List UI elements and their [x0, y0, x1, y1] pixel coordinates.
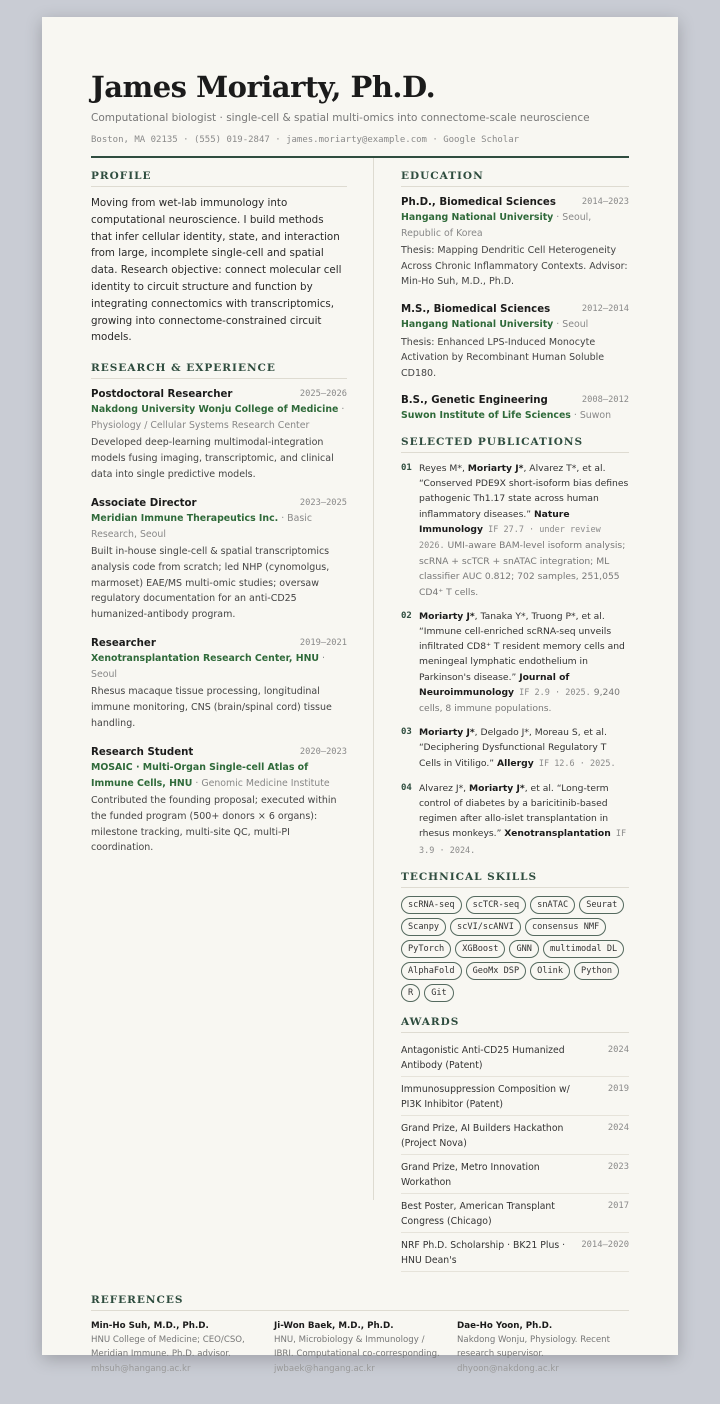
- publication-citation: [419, 781, 629, 859]
- journal-name: Allergy: [496, 757, 534, 769]
- skill-chip: XGBoost: [455, 940, 505, 958]
- impact-factor-year: IF 3.9 · 2024.: [419, 829, 627, 856]
- education-date: 2008–2012: [581, 395, 629, 406]
- job-date: 2019–2021: [299, 638, 347, 649]
- job-role: Research Student: [91, 747, 194, 759]
- publication-item: [401, 781, 629, 859]
- education-header-row: [401, 302, 629, 317]
- skill-chip: scVI/scANVI: [450, 918, 521, 936]
- organization-location: · Physiology / Cellular Systems Research Center: [91, 404, 345, 431]
- award-year: 2019: [607, 1083, 629, 1094]
- authors-before: Alvarez J*,: [419, 782, 470, 794]
- award-row: [401, 1119, 629, 1155]
- citation-title: , Alvarez T*, et al. “Conserved PDE9X short-isoform bias defines pathogenic Th1.17 state across human inflammatory diseases.”: [419, 462, 629, 520]
- award-name: Grand Prize, Metro Innovation Workathon: [401, 1161, 540, 1188]
- section-title: RESEARCH & EXPERIENCE: [91, 362, 347, 379]
- reference-entry: [274, 1319, 446, 1377]
- institution-location: · Suwon: [570, 410, 612, 422]
- reference-name: Min-Ho Suh, M.D., Ph.D.: [91, 1320, 209, 1331]
- education-header-row: [401, 195, 629, 210]
- organization-name: Xenotransplantation Research Center, HNU: [91, 653, 320, 665]
- award-year: 2024: [607, 1122, 629, 1133]
- journal-name: Xenotransplantation: [504, 828, 611, 840]
- profile-section: [91, 170, 347, 346]
- thesis-description: Thesis: Enhanced LPS-Induced Monocyte Activation by Recombinant Human Soluble CD180.: [401, 336, 605, 379]
- job-organization: [91, 511, 347, 542]
- award-name: Immunosuppression Composition w/ PI3K Inhibitor (Patent): [401, 1083, 570, 1110]
- job-role: Researcher: [91, 638, 156, 650]
- skill-chip: multimodal DL: [543, 940, 624, 958]
- publication-note: 9,240 cells, 8 immune populations.: [419, 686, 621, 714]
- section-title: SELECTED PUBLICATIONS: [401, 436, 629, 453]
- skill-chip: Python: [574, 962, 619, 980]
- publication-item: [401, 725, 629, 772]
- tagline: Computational biologist · single-cell & spatial multi-omics into connectome-scale neuroscience: [91, 112, 590, 124]
- authors-before: Reyes M*,: [419, 462, 468, 474]
- skill-chip: R: [401, 984, 420, 1002]
- education-section: [401, 170, 629, 424]
- section-title: TECHNICAL SKILLS: [401, 871, 629, 888]
- education-list: [401, 195, 629, 424]
- author-self: Moriarty J*: [467, 462, 524, 474]
- resume-page: [42, 17, 678, 1374]
- institution-name: Suwon Institute of Life Sciences: [401, 410, 571, 422]
- journal-name: Journal of Neuroimmunology: [419, 671, 570, 698]
- reference-affiliation: HNU College of Medicine; CEO/CSO, Meridian Immune. Ph.D. advisor.: [91, 1334, 245, 1360]
- skill-chip: scTCR-seq: [466, 896, 527, 914]
- author-self: Moriarty J*: [419, 610, 475, 622]
- job-header-row: [91, 745, 347, 760]
- award-row: [401, 1236, 629, 1272]
- job-header-row: [91, 496, 347, 511]
- skill-chip: GeoMx DSP: [466, 962, 527, 980]
- job-role: Associate Director: [91, 498, 197, 510]
- job-description: Developed deep-learning multimodal-integration models fusing imaging, transcriptomic, and clinical data into single predictive models.: [91, 437, 334, 480]
- award-name: Antagonistic Anti-CD25 Humanized Antibody (Patent): [401, 1044, 565, 1071]
- award-year: 2014–2020: [581, 1239, 629, 1250]
- skill-chip: snATAC: [530, 896, 575, 914]
- skills-section: [401, 871, 629, 1002]
- author-self: Moriarty J*: [469, 782, 525, 794]
- degree: Ph.D., Biomedical Sciences: [401, 197, 556, 208]
- reference-email: jwbaek@hangang.ac.kr: [274, 1363, 375, 1374]
- publication-note: UMI-aware BAM-level isoform analysis; scRNA + scTCR + snATAC integration; ML classifier AUC 0.812; 702 samples, 251,055 CD4⁺ T cells.: [419, 539, 626, 598]
- reference-entry: [91, 1319, 263, 1377]
- education-entry: [401, 195, 629, 290]
- job-date: 2025–2026: [299, 389, 347, 400]
- institution-location: · Seoul, Republic of Korea: [401, 212, 592, 239]
- job-organization: [91, 402, 347, 433]
- profile-text: Moving from wet-lab immunology into computational neuroscience. I build methods that infer cellular identity, state, and interaction from large, incomplete single-cell and spatial data. Research objective: connect molecular cell identity to circuit structure and function by integrating connectomics with transcriptomics, growing into connectome-constrained circuit models.: [91, 197, 342, 344]
- job-description: Rhesus macaque tissue processing, longitudinal immune monitoring, CNS (brain/spinal cord) tissue handling.: [91, 686, 332, 729]
- organization-name: Nakdong University Wonju College of Medicine: [91, 404, 339, 416]
- right-column: [401, 158, 629, 1284]
- section-title: AWARDS: [401, 1016, 629, 1033]
- award-row: [401, 1080, 629, 1116]
- candidate-name: James Moriarty, Ph.D.: [91, 70, 436, 104]
- citation-title: , Delgado J*, Moreau S, et al. “Deciphering Dysfunctional Regulatory T Cells in Vitiligo.”: [419, 727, 607, 769]
- citation-title: , et al. “Long-term control of diabetes by a baricitinib-based regimen after allo-islet transplantation in rhesus monkeys.”: [419, 782, 609, 840]
- award-name: Grand Prize, AI Builders Hackathon (Project Nova): [401, 1122, 564, 1149]
- job-date: 2020–2023: [299, 747, 347, 758]
- skill-chip: Git: [424, 984, 454, 1002]
- publication-citation: [419, 461, 629, 600]
- publication-number: 04: [401, 782, 412, 793]
- degree: M.S., Biomedical Sciences: [401, 303, 551, 315]
- institution: [401, 210, 629, 241]
- section-title: EDUCATION: [401, 170, 629, 187]
- citation-title: , Tanaka Y*, Truong P*, et al. “Immune cell-enriched scRNA-seq unveils infiltrated CD8⁺ T resident memory cells and meningeal lymphatic endothelium in Parkinson's disease.”: [419, 610, 625, 683]
- impact-factor-year: IF 2.9 · 2025.: [514, 687, 591, 698]
- reference-email: mhsuh@hangang.ac.kr: [91, 1363, 191, 1374]
- job-description: Contributed the founding proposal; executed within the funded program (500+ donors × 6 organs): milestone tracking, multi-site QC, multi-PI coordination.: [91, 795, 337, 854]
- resume-header: [91, 69, 629, 158]
- institution: [401, 408, 629, 424]
- organization-name: MOSAIC · Multi-Organ Single-cell Atlas of Immune Cells, HNU: [91, 762, 309, 789]
- references-section: [91, 1294, 629, 1377]
- award-row: [401, 1197, 629, 1233]
- award-year: 2017: [607, 1200, 629, 1211]
- award-row: [401, 1158, 629, 1194]
- education-entry: [401, 302, 629, 381]
- award-year: 2023: [607, 1161, 629, 1172]
- reference-name: Ji-Won Baek, M.D., Ph.D.: [274, 1320, 394, 1331]
- skill-chip: AlphaFold: [401, 962, 462, 980]
- institution: [401, 317, 629, 333]
- publication-number: 02: [401, 610, 412, 621]
- degree: B.S., Genetic Engineering: [401, 395, 548, 407]
- journal-name: Nature Immunology: [419, 508, 570, 535]
- publication-item: [401, 461, 629, 600]
- reference-name: Dae-Ho Yoon, Ph.D.: [457, 1320, 553, 1331]
- institution-location: · Seoul: [553, 318, 589, 330]
- award-row: [401, 1041, 629, 1077]
- education-entry: [401, 393, 629, 424]
- column-divider: [373, 158, 374, 1200]
- organization-location: · Seoul: [91, 653, 325, 680]
- education-header-row: [401, 393, 629, 408]
- contact-line: Boston, MA 02135 · (555) 019-2847 · james.moriarty@example.com · Google Scholar: [91, 135, 520, 145]
- author-self: Moriarty J*: [419, 727, 475, 739]
- publication-citation: [419, 609, 629, 716]
- education-date: 2014–2023: [581, 197, 629, 207]
- job-entry: [91, 387, 347, 482]
- publication-number: 01: [401, 462, 412, 473]
- job-list: [91, 387, 347, 856]
- job-role: Postdoctoral Researcher: [91, 389, 233, 401]
- institution-name: Hangang National University: [401, 318, 554, 330]
- skill-chip: scRNA-seq: [401, 896, 462, 914]
- awards-section: [401, 1016, 629, 1272]
- job-entry: [91, 745, 347, 856]
- skill-chip-list: [401, 896, 629, 1002]
- experience-section: [91, 362, 347, 856]
- left-column: [91, 158, 347, 1284]
- impact-factor-year: IF 27.7 · under review 2026.: [419, 524, 601, 551]
- award-list: [401, 1041, 629, 1272]
- section-title: REFERENCES: [91, 1294, 629, 1311]
- organization-location: · Basic Research, Seoul: [91, 513, 312, 540]
- publication-number: 03: [401, 727, 412, 738]
- organization-name: Meridian Immune Therapeutics Inc.: [91, 513, 279, 525]
- award-name: Best Poster, American Transplant Congress (Chicago): [401, 1200, 555, 1227]
- publication-item: [401, 609, 629, 716]
- job-organization: [91, 651, 347, 682]
- skill-chip: Scanpy: [401, 918, 446, 936]
- education-date: 2012–2014: [581, 303, 629, 314]
- skill-chip: Olink: [530, 962, 570, 980]
- impact-factor-year: IF 12.6 · 2025.: [533, 758, 616, 769]
- two-column-body: [91, 158, 629, 1284]
- job-date: 2023–2025: [299, 498, 347, 509]
- reference-list: [91, 1319, 629, 1377]
- publication-list: [401, 461, 629, 859]
- thesis-description: Thesis: Mapping Dendritic Cell Heterogeneity Across Chronic Inflammatory Contexts. Advisor: Min-Ho Suh, M.D., Ph.D.: [401, 245, 628, 288]
- institution-name: Hangang National University: [401, 212, 554, 223]
- job-organization: [91, 760, 347, 791]
- skill-chip: Seurat: [579, 896, 624, 914]
- reference-email: dhyoon@nakdong.ac.kr: [457, 1363, 559, 1374]
- reference-affiliation: Nakdong Wonju, Physiology. Recent research supervisor.: [457, 1334, 610, 1360]
- organization-location: · Genomic Medicine Institute: [192, 777, 330, 789]
- job-header-row: [91, 636, 347, 651]
- skill-chip: GNN: [509, 940, 539, 958]
- job-description: Built in-house single-cell & spatial transcriptomics analysis code from scratch; led NHP (cynomolgus, marmoset) EAE/MS multi-omic studies; oversaw regulatory documentation for an anti-CD25 humanized-antibody program.: [91, 546, 330, 620]
- job-header-row: [91, 387, 347, 402]
- publication-citation: [419, 725, 629, 772]
- reference-entry: [457, 1319, 629, 1377]
- job-entry: [91, 636, 347, 731]
- section-title: PROFILE: [91, 170, 347, 187]
- award-name: NRF Ph.D. Scholarship · BK21 Plus · HNU Dean's: [401, 1239, 566, 1266]
- skill-chip: PyTorch: [401, 940, 451, 958]
- skill-chip: consensus NMF: [525, 918, 606, 936]
- award-year: 2024: [607, 1044, 629, 1055]
- reference-affiliation: HNU, Microbiology & Immunology / IBRI. Computational co-corresponding.: [274, 1334, 440, 1360]
- job-entry: [91, 496, 347, 622]
- publications-section: [401, 436, 629, 859]
